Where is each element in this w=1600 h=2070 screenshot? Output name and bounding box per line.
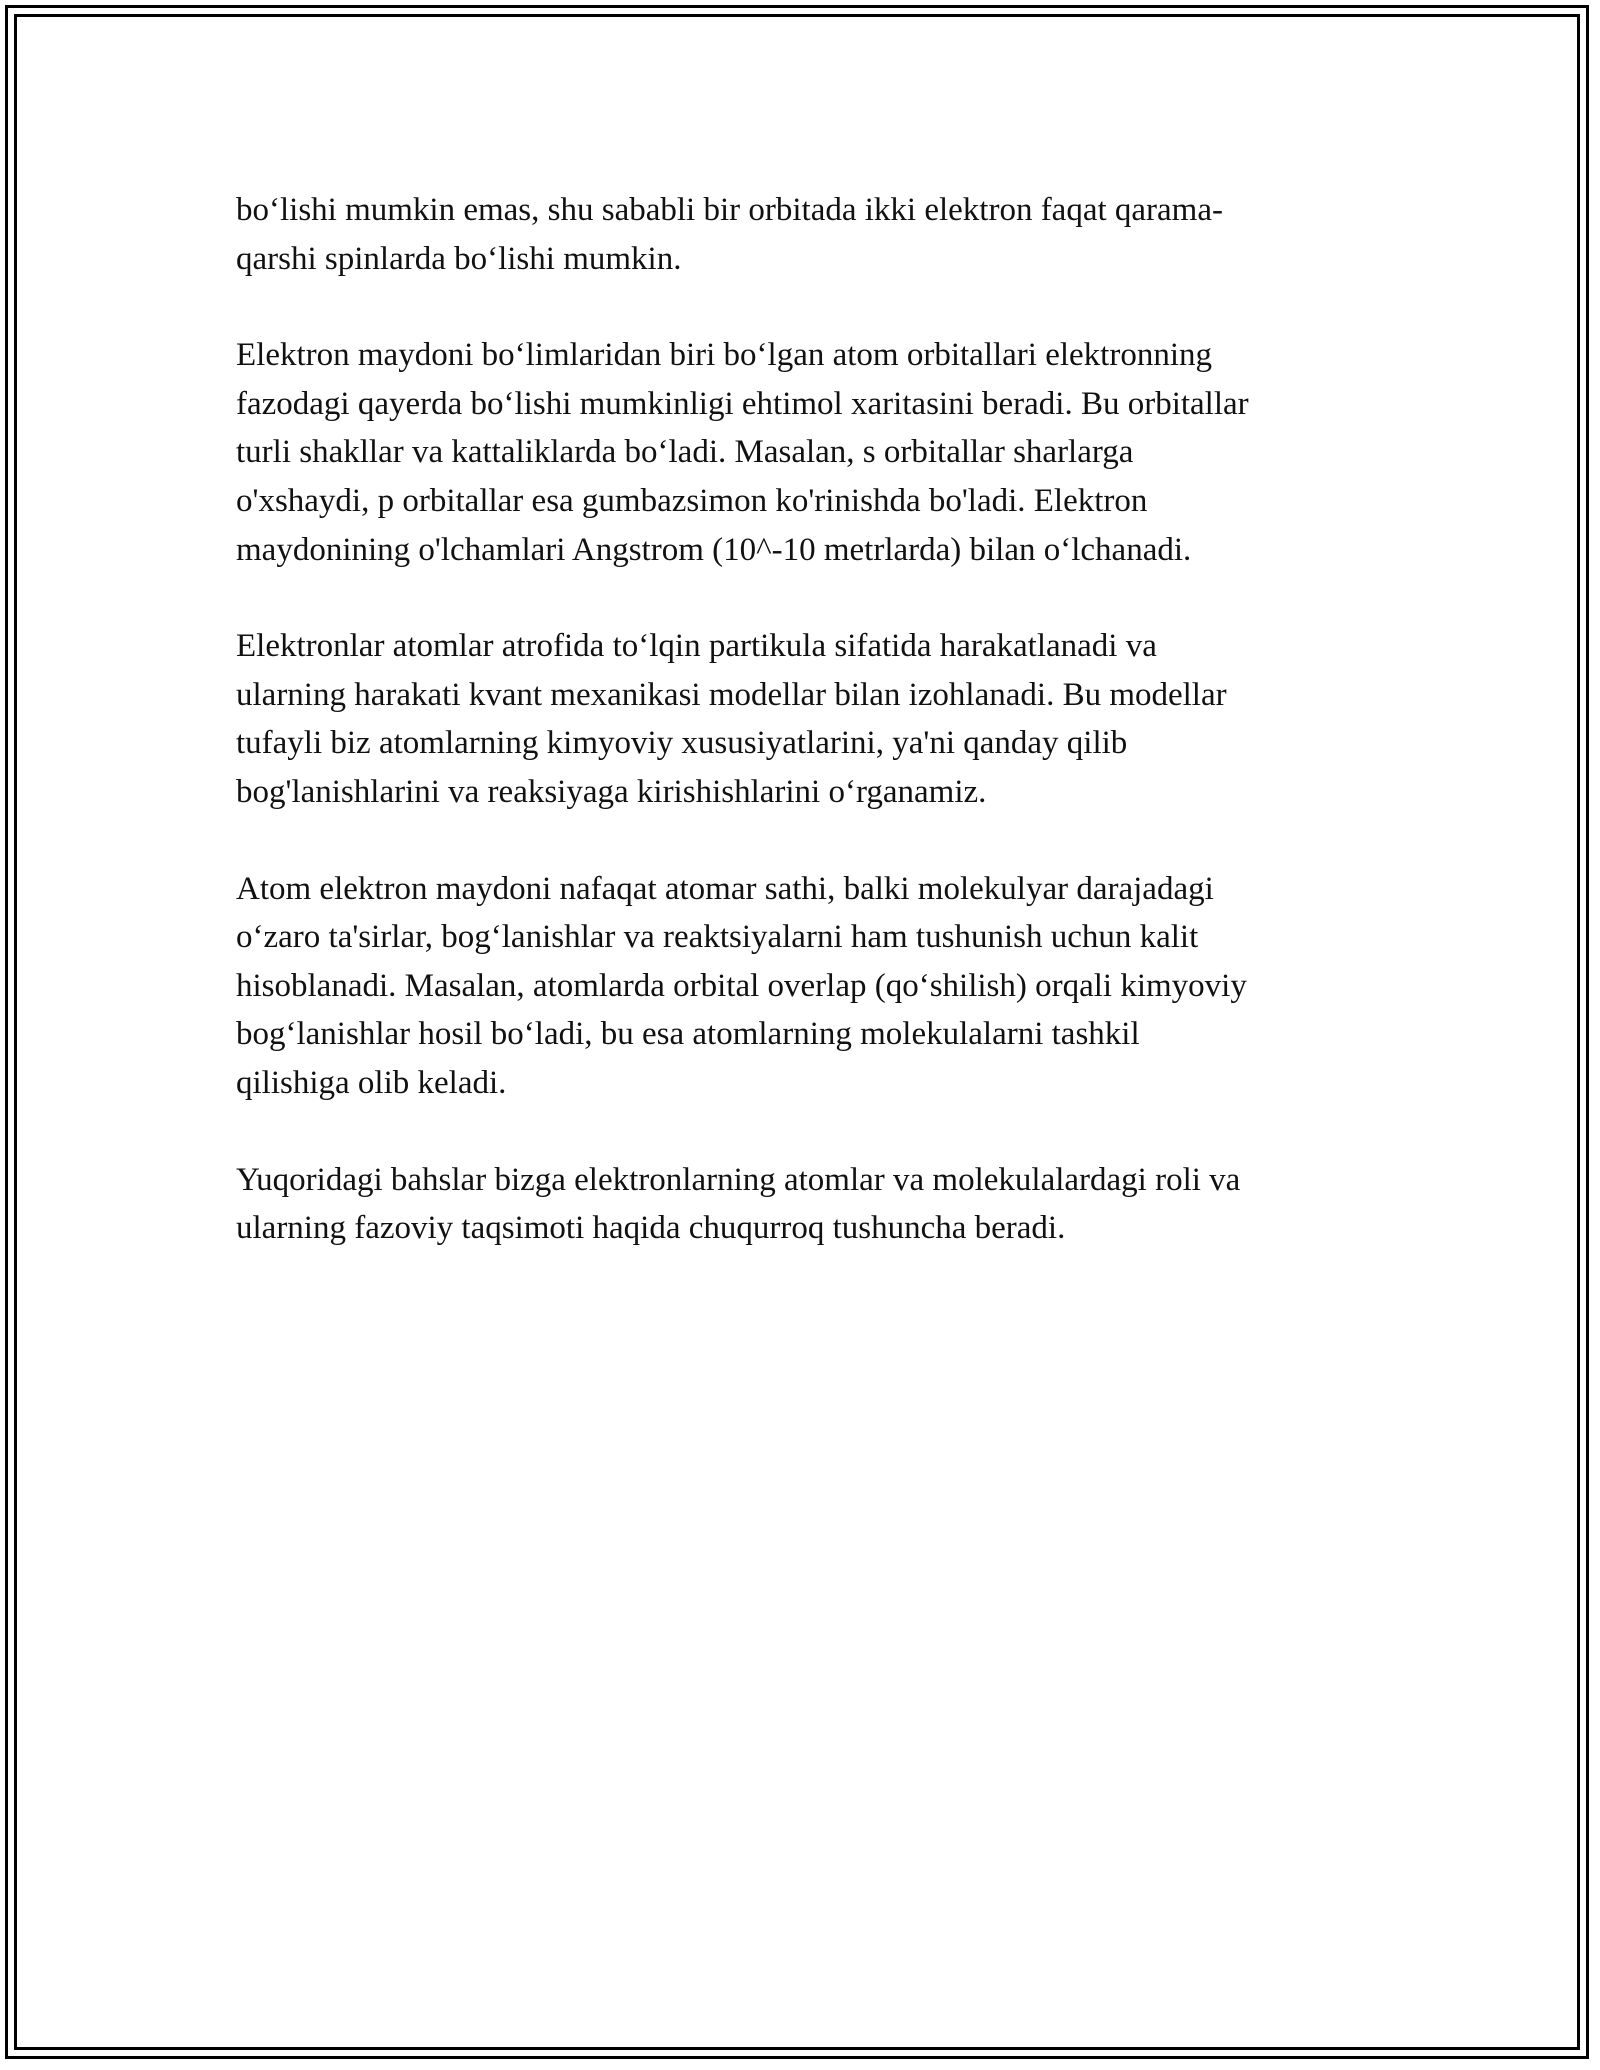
paragraph-5: Yuqoridagi bahslar bizga elektronlarning atomlar va molekulalardagi roli va ularning fazoviy taqsimoti haqida chuqurroq tushuncha beradi. bbox=[236, 1161, 1241, 1247]
paragraph-4: Atom elektron maydoni nafaqat atomar sathi, balki molekulyar darajadagi o‘zaro ta'sirlar, bog‘lanishlar va reaktsiyalarni ham tushunish uchun kalit hisoblanadi. Masalan, atomlarda orbital overlap (qo‘shilish) orqali kimyoviy bog‘lanishlar hosil bo‘ladi, bu esa atomlarning molekulalarni tashkil qilishiga olib keladi. bbox=[236, 870, 1247, 1101]
document-body bbox=[236, 186, 1366, 1301]
paragraph-3: Elektronlar atomlar atrofida to‘lqin partikula sifatida harakatlanadi va ularning harakati kvant mexanikasi modellar bilan izohlanadi. Bu modellar tufayli biz atomlarning kimyoviy xususiyatlarini, ya'ni qanday qilib bog'lanishlarini va reaksiyaga kirishishlarini o‘rganamiz. bbox=[236, 628, 1227, 810]
paragraph-1: bo‘lishi mumkin emas, shu sababli bir orbitada ikki elektron faqat qarama- qarshi spinlarda bo‘lishi mumkin. bbox=[236, 192, 1223, 277]
paragraph-2: Elektron maydoni bo‘limlaridan biri bo‘lgan atom orbitallari elektronning fazodagi qayerda bo‘lishi mumkinligi ehtimol xaritasini beradi. Bu orbitallar turli shakllar va kattaliklarda bo‘ladi. Masalan, s orbitallar sharlarga o'xshaydi, p orbitallar esa gumbazsimon ko'rinishda bo'ladi. Elektron maydonining o'lchamlari Angstrom (10^-10 metrlarda) bilan o‘lchanadi. bbox=[236, 337, 1249, 568]
